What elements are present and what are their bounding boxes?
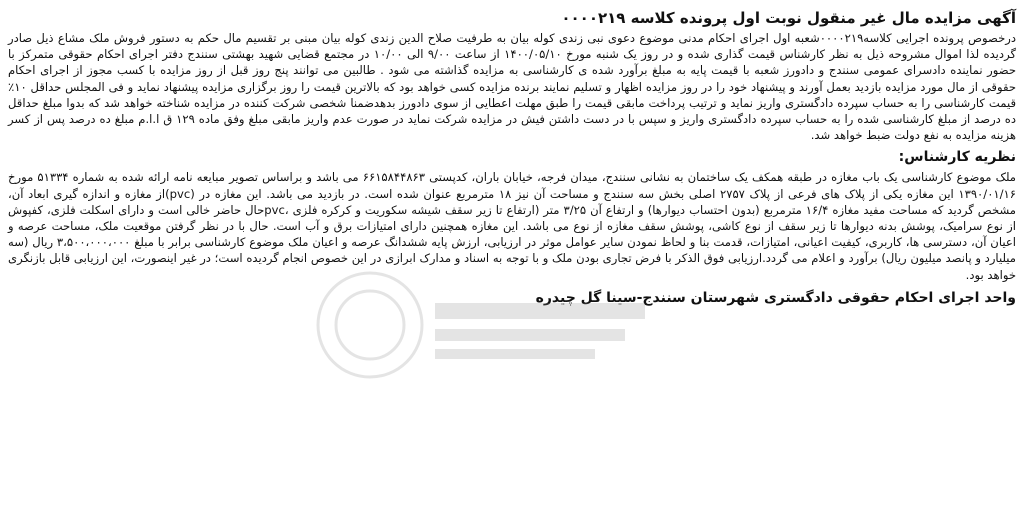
issuing-unit-signature: واحد اجرای احکام حقوقی دادگستری شهرستان سنندج-سینا گل چیدره — [535, 289, 1016, 306]
expert-opinion-paragraph: ملک موضوع کارشناسی یک باب مغازه در طبقه همکف یک ساختمان به نشانی سنندج، میدان فرجه، خیابان باران، کدپستی ۶۶۱۵۸۴۴۸۶۳ می باشد و براساس تصویر مبایعه نامه ارائه شده به شماره ۵۱۳۳۴ مورخ ۱۳۹۰/۰۱/۱۶ این مغازه یکی از پلاک های فرعی از پلاک ۲۷۵۷ اصلی بخش سه سنندج و مساحت آن نیز ۱۸ مترمربع عنوان شده است. در بازدید می باشد. این مغازه در (pvc)از مغازه و اندازه گیری ابعاد آن، مشخص گردید که مساحت مفید مغازه ۱۶/۴ مترمربع (بدون احتساب دیوارها) و ارتفاع آن ۳/۲۵ متر (ارتفاع تا زیر سقف شیشه سکوریت و کرکره فلزی ،pvcحال حاضر خالی است و دارای اسکلت فلزی، کفپوش از نوع سرامیک، پوشش بدنه دیوارها تا زیر سقف از نوع کاشی، پوشش سقف مغازه از نوع می باشد. این مغازه همچنین دارای امتیازات برق و آب است. حال با در نظر گرفتن موقعیت ملک، مساحت عرصه و اعیان آن، دسترسی ها، کاربری، کیفیت اعیانی، امتیازات، قدمت بنا و لحاظ نمودن سایر عوامل موثر در ارزیابی، ارزش پایه ششدانگ عرصه و اعیان ملک موضوع کارشناسی برابر با مبلغ ۳،۵۰۰،۰۰۰،۰۰۰ ریال (سه میلیارد و پانصد میلیون ریال) برآورد و اعلام می گردد.ارزیابی فوق الذکر با فرض تجاری بودن ملک و با توجه به اسناد و مدارک ابرازی در این خصوص انجام گردیده است؛ در غیر اینصورت، این ارزیابی قابل بازنگری خواهد بود. — [8, 170, 1017, 282]
notice-intro-paragraph: درخصوص پرونده اجرایی کلاسه۰۰۰۰۲۱۹شعبه اول اجرای احکام مدنی موضوع دعوی نبی زندی کوله بیان به طرفیت صلاح الدین زندی کوله بیان مبنی بر تقسیم مال حکم به دستور فروش ملک مشاع ذیل صادر گردیده لذا اموال مشروحه ذیل به نظر کارشناس قیمت گذاری شده و در روز یک شنبه مورخ ۱۴۰۰/۰۵/۱۰ از ساعت ۹/۰۰ الی ۱۰/۰۰ در مجتمع قضایی شهید بهشتی سنندج دفتر اجرای احکام حقوقی متمرکز با حضور نماینده دادسرای عمومی سنندج و دادورز شعبه با قیمت پایه به مبلغ برآورد شده ی کارشناسی به مزایده گذاشته می شود . طالبین می توانند پنج روز قبل از روز مزایده با کسب مجوز از اجرای احکام حقوقی از مال مورد مزایده بازدید بعمل آورند و پیشنهاد خود را در روز مزایده اظهار و تسلیم نمایند برنده مزایده کسی خواهد بود که بالاترین قیمت را روز برگزاری مزایده پیشنهاد نماید و فی المجلس حداقل ۱۰٪ قیمت کارشناسی را به حساب سپرده دادگستری واریز نماید و ترتیب پرداخت مابقی قیمت را طبق مهلت اعطایی از سوی دادورز بدهدضمنا شخصی شرکت کننده در مزایده شناخته خواهد شد که بدوا مبلغ حداقل ده درصد از مبلغ کارشناسی شده را به حساب سپرده دادگستری واریز و سپس با در دست داشتن فیش در مزایده شرکت نماید در صورت عدم واریز مابقی مبلغ وفق ماده ۱۲۹ ق ا.ا.م مبلغ ده درصد پس از کسر هزینه مزایده به نفع دولت ضبط خواهد شد. — [8, 31, 1017, 143]
expert-opinion-heading: نظریه کارشناس: — [898, 149, 1016, 166]
notice-title: آگهی مزایده مال غیر منقول نوبت اول پرونده کلاسه ۰۰۰۰۲۱۹ — [561, 9, 1016, 27]
